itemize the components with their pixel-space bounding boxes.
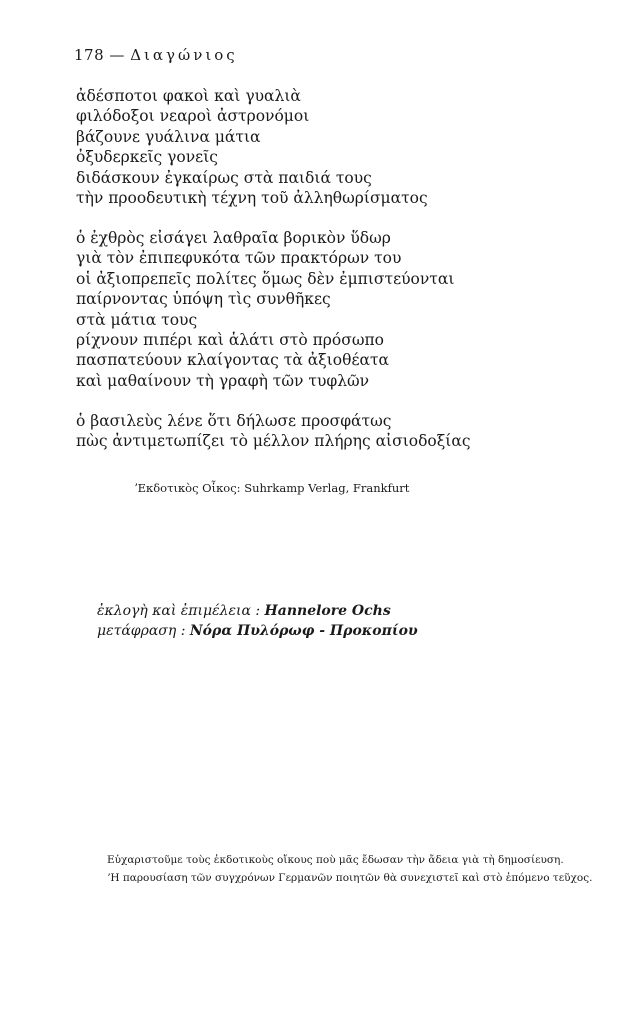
translation-name: Νόρα Πυλόρωφ - Προκοπίου xyxy=(189,623,418,639)
poem-line: παίρνοντας ὑπόψη τὶς συνθῆκες xyxy=(76,290,331,309)
poem-line: διδάσκουν ἐγκαίρως στὰ παιδιά τους xyxy=(76,168,372,187)
poem-stanza-2 xyxy=(76,228,454,391)
selection-label: ἐκλογὴ καὶ ἐπιμέλεια : xyxy=(97,603,261,619)
footnotes xyxy=(97,852,622,887)
publisher-note xyxy=(134,481,409,495)
journal-title: Διαγώνιος xyxy=(130,46,238,64)
poem-line: ὀξυδερκεῖς γονεῖς xyxy=(76,148,218,167)
poem-line: ρίχνουν πιπέρι καὶ ἁλάτι στὸ πρόσωπο xyxy=(76,331,384,350)
poem-line: ὁ ἐχθρὸς εἰσάγει λαθραῖα βορικὸν ὕδωρ xyxy=(76,229,391,247)
running-head xyxy=(74,46,238,64)
credits xyxy=(97,601,418,641)
publisher-name: Suhrkamp Verlag, Frankfurt xyxy=(244,481,410,495)
footnote-continuation: ʼΗ παρουσίαση τῶν συγχρόνων Γερμανῶν ποιητῶν θὰ συνεχιστεῖ καὶ στὸ ἑπόμενο τεῦχος. xyxy=(107,871,593,884)
selection-name: Hannelore Ochs xyxy=(264,603,391,619)
poem-line: ὁ βασιλεὺς λένε ὅτι δήλωσε προσφάτως xyxy=(76,412,392,430)
poem-line: γιὰ τὸν ἐπιπεφυκότα τῶν πρακτόρων του xyxy=(76,249,402,268)
poem-stanza-1 xyxy=(76,86,428,208)
publisher-label: ʼΕκδοτικὸς Οἶκος: xyxy=(134,481,241,495)
translation-label: μετάφραση : xyxy=(97,623,186,639)
poem-line: βάζουνε γυάλινα μάτια xyxy=(76,127,261,146)
poem-stanza-3 xyxy=(76,411,471,452)
poem-line: φιλόδοξοι νεαροὶ ἀστρονόμοι xyxy=(76,107,310,126)
poem-line: πὼς ἀντιμετωπίζει τὸ μέλλον πλήρης αἰσιοδοξίας xyxy=(76,432,471,451)
selection-credit xyxy=(97,601,418,621)
poem-line: καὶ μαθαίνουν τὴ γραφὴ τῶν τυφλῶν xyxy=(76,371,370,390)
page-number: 178 xyxy=(74,46,105,64)
translation-credit xyxy=(97,621,418,641)
poem-line: στὰ μάτια τους xyxy=(76,310,198,329)
footnote-thanks: Εὐχαριστοῦμε τοὺς ἐκδοτικοὺς οἴκους ποὺ μᾶς ἔδωσαν τὴν ἄδεια γιὰ τὴ δημοσίευση. xyxy=(107,854,564,866)
poem-line: πασπατεύουν κλαίγοντας τὰ ἀξιοθέατα xyxy=(76,351,389,370)
poem-line: οἱ ἀξιοπρεπεῖς πολίτες ὅμως δὲν ἐμπιστεύονται xyxy=(76,269,455,288)
running-head-dash: — xyxy=(109,46,125,64)
poem-line: ἀδέσποτοι φακοὶ καὶ γυαλιὰ xyxy=(76,87,301,105)
poem-line: τὴν προοδευτικὴ τέχνη τοῦ ἀλληθωρίσματος xyxy=(76,189,428,208)
